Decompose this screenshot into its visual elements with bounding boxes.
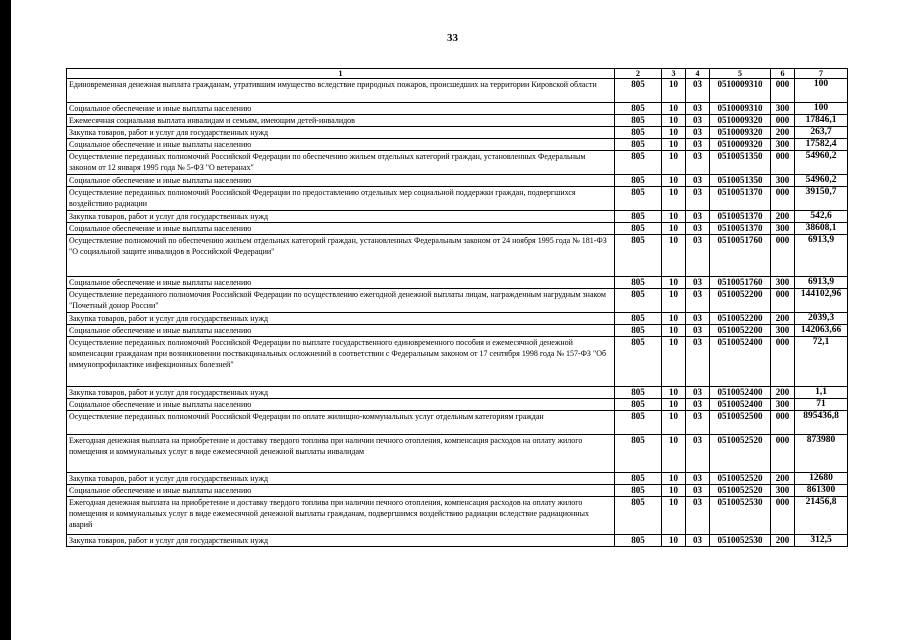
row-amount: 312,5: [795, 535, 848, 547]
row-name: Закупка товаров, работ и услуг для государственных нужд: [67, 535, 615, 547]
row-ministry-code: 805: [615, 103, 662, 115]
table-row: [67, 485, 848, 497]
table-row: [67, 399, 848, 411]
row-subsection: 03: [686, 325, 710, 337]
row-expense-type: 300: [771, 399, 795, 411]
row-section: 10: [662, 211, 686, 223]
row-amount: 6913,9: [795, 235, 848, 277]
row-name: Социальное обеспечение и иные выплаты населению: [67, 277, 615, 289]
row-subsection: 03: [686, 235, 710, 277]
table-row: [67, 211, 848, 223]
row-expense-type: 000: [771, 79, 795, 103]
row-amount: 100: [795, 103, 848, 115]
table-row: [67, 387, 848, 399]
row-expense-type: 000: [771, 435, 795, 473]
row-target-article: 0510052200: [710, 325, 771, 337]
table-row: [67, 103, 848, 115]
table-row: [67, 497, 848, 535]
row-name: Закупка товаров, работ и услуг для государственных нужд: [67, 473, 615, 485]
row-name: Социальное обеспечение и иные выплаты населению: [67, 103, 615, 115]
row-section: 10: [662, 325, 686, 337]
row-ministry-code: 805: [615, 211, 662, 223]
row-name: Ежегодная денежная выплата на приобретение и доставку твердого топлива при наличии печного отопления, компенсация расходов на оплату жилого помещения и коммунальных услуг в виде ежемесячной денежной выплаты инвалидам: [67, 435, 615, 473]
row-ministry-code: 805: [615, 325, 662, 337]
row-expense-type: 300: [771, 485, 795, 497]
row-expense-type: 000: [771, 151, 795, 175]
row-target-article: 0510052200: [710, 313, 771, 325]
row-ministry-code: 805: [615, 187, 662, 211]
row-ministry-code: 805: [615, 473, 662, 485]
row-subsection: 03: [686, 399, 710, 411]
row-name: Осуществление переданных полномочий Российской Федерации по выплате государственного единовременного пособия и ежемесячной денежной компенсации гражданам при возникновении поствакцинальных осложнений в соответствии с Федеральным законом от 17 сентября 1998 года № 157-ФЗ "Об иммунопрофилактике инфекционных болезней": [67, 337, 615, 387]
row-amount: 263,7: [795, 127, 848, 139]
row-target-article: 0510052400: [710, 337, 771, 387]
table-row: [67, 139, 848, 151]
budget-table: [66, 68, 848, 547]
row-target-article: 0510051350: [710, 175, 771, 187]
row-amount: 6913,9: [795, 277, 848, 289]
row-name: Закупка товаров, работ и услуг для государственных нужд: [67, 387, 615, 399]
column-header: 1: [67, 69, 615, 79]
row-section: 10: [662, 79, 686, 103]
row-subsection: 03: [686, 387, 710, 399]
row-amount: 54960,2: [795, 151, 848, 175]
row-ministry-code: 805: [615, 289, 662, 313]
row-section: 10: [662, 473, 686, 485]
row-ministry-code: 805: [615, 535, 662, 547]
row-ministry-code: 805: [615, 337, 662, 387]
row-target-article: 0510052530: [710, 535, 771, 547]
row-expense-type: 000: [771, 337, 795, 387]
row-amount: 54960,2: [795, 175, 848, 187]
row-subsection: 03: [686, 289, 710, 313]
row-section: 10: [662, 277, 686, 289]
row-target-article: 0510052520: [710, 485, 771, 497]
row-section: 10: [662, 497, 686, 535]
row-section: 10: [662, 485, 686, 497]
column-header: 5: [710, 69, 771, 79]
table-row: [67, 435, 848, 473]
row-expense-type: 200: [771, 211, 795, 223]
table-row: [67, 337, 848, 387]
row-section: 10: [662, 337, 686, 387]
table-row: [67, 289, 848, 313]
row-ministry-code: 805: [615, 139, 662, 151]
row-target-article: 0510051370: [710, 187, 771, 211]
row-section: 10: [662, 235, 686, 277]
row-amount: 38608,1: [795, 223, 848, 235]
row-subsection: 03: [686, 435, 710, 473]
table-row: [67, 187, 848, 211]
row-amount: 142063,66: [795, 325, 848, 337]
row-amount: 895436,8: [795, 411, 848, 435]
row-section: 10: [662, 411, 686, 435]
row-target-article: 0510009310: [710, 103, 771, 115]
row-expense-type: 000: [771, 187, 795, 211]
table-row: [67, 235, 848, 277]
row-target-article: 0510052520: [710, 435, 771, 473]
scan-edge-bar: [0, 0, 11, 640]
row-section: 10: [662, 139, 686, 151]
row-target-article: 0510052500: [710, 411, 771, 435]
row-subsection: 03: [686, 337, 710, 387]
row-target-article: 0510009310: [710, 79, 771, 103]
row-subsection: 03: [686, 535, 710, 547]
row-section: 10: [662, 187, 686, 211]
row-expense-type: 200: [771, 127, 795, 139]
row-target-article: 0510051350: [710, 151, 771, 175]
row-ministry-code: 805: [615, 399, 662, 411]
row-expense-type: 200: [771, 313, 795, 325]
row-name: Осуществление переданного полномочия Российской Федерации по осуществлению ежегодной денежной выплаты лицам, награжденным нагрудным знаком "Почетный донор России": [67, 289, 615, 313]
row-ministry-code: 805: [615, 223, 662, 235]
row-amount: 21456,8: [795, 497, 848, 535]
row-subsection: 03: [686, 473, 710, 485]
row-section: 10: [662, 435, 686, 473]
row-name: Закупка товаров, работ и услуг для государственных нужд: [67, 127, 615, 139]
row-name: Ежемесячная социальная выплата инвалидам и семьям, имеющим детей-инвалидов: [67, 115, 615, 127]
table-row: [67, 175, 848, 187]
row-section: 10: [662, 127, 686, 139]
row-section: 10: [662, 115, 686, 127]
column-header: 6: [771, 69, 795, 79]
row-target-article: 0510009320: [710, 127, 771, 139]
table-row: [67, 313, 848, 325]
row-section: 10: [662, 175, 686, 187]
row-amount: 873980: [795, 435, 848, 473]
column-header: 7: [795, 69, 848, 79]
row-subsection: 03: [686, 211, 710, 223]
row-section: 10: [662, 387, 686, 399]
row-subsection: 03: [686, 411, 710, 435]
table-row: [67, 79, 848, 103]
row-name: Осуществление переданных полномочий Российской Федерации по предоставлению отдельных мер социальной поддержки граждан, подвергшихся воздействию радиации: [67, 187, 615, 211]
row-expense-type: 000: [771, 289, 795, 313]
row-name: Осуществление переданных полномочий Российской Федерации по обеспечению жильем отдельных категорий граждан, установленных Федеральным законом от 12 января 1995 года № 5-ФЗ "О ветеранах": [67, 151, 615, 175]
row-amount: 100: [795, 79, 848, 103]
row-subsection: 03: [686, 127, 710, 139]
row-target-article: 0510051370: [710, 223, 771, 235]
row-ministry-code: 805: [615, 435, 662, 473]
row-subsection: 03: [686, 497, 710, 535]
row-subsection: 03: [686, 277, 710, 289]
row-ministry-code: 805: [615, 485, 662, 497]
row-ministry-code: 805: [615, 151, 662, 175]
row-name: Социальное обеспечение и иные выплаты населению: [67, 325, 615, 337]
row-section: 10: [662, 151, 686, 175]
column-header: 4: [686, 69, 710, 79]
table-row: [67, 127, 848, 139]
row-target-article: 0510051370: [710, 211, 771, 223]
row-name: Социальное обеспечение и иные выплаты населению: [67, 175, 615, 187]
row-amount: 72,1: [795, 337, 848, 387]
row-ministry-code: 805: [615, 411, 662, 435]
row-ministry-code: 805: [615, 79, 662, 103]
row-subsection: 03: [686, 79, 710, 103]
row-section: 10: [662, 223, 686, 235]
row-section: 10: [662, 313, 686, 325]
row-target-article: 0510052530: [710, 497, 771, 535]
row-expense-type: 300: [771, 103, 795, 115]
row-expense-type: 300: [771, 325, 795, 337]
row-name: Осуществление полномочий по обеспечению жильем отдельных категорий граждан, установленных Федеральным законом от 24 ноября 1995 года № 181-ФЗ "О социальной защите инвалидов в Российской Федерации": [67, 235, 615, 277]
row-ministry-code: 805: [615, 313, 662, 325]
row-expense-type: 300: [771, 223, 795, 235]
row-expense-type: 000: [771, 497, 795, 535]
row-target-article: 0510051760: [710, 277, 771, 289]
row-amount: 39150,7: [795, 187, 848, 211]
row-subsection: 03: [686, 139, 710, 151]
row-target-article: 0510009320: [710, 115, 771, 127]
row-section: 10: [662, 103, 686, 115]
row-amount: 144102,96: [795, 289, 848, 313]
row-section: 10: [662, 535, 686, 547]
row-expense-type: 200: [771, 473, 795, 485]
row-expense-type: 200: [771, 535, 795, 547]
row-target-article: 0510052200: [710, 289, 771, 313]
row-ministry-code: 805: [615, 277, 662, 289]
row-subsection: 03: [686, 175, 710, 187]
page-number: 33: [447, 32, 458, 44]
table-row: [67, 151, 848, 175]
row-expense-type: 000: [771, 411, 795, 435]
table-row: [67, 277, 848, 289]
row-expense-type: 300: [771, 139, 795, 151]
row-name: Закупка товаров, работ и услуг для государственных нужд: [67, 211, 615, 223]
row-name: Единовременная денежная выплата гражданам, утратившим имущество вследствие природных пожаров, происшедших на территории Кировской области: [67, 79, 615, 103]
row-subsection: 03: [686, 115, 710, 127]
row-expense-type: 000: [771, 115, 795, 127]
column-header: 3: [662, 69, 686, 79]
row-amount: 861300: [795, 485, 848, 497]
row-section: 10: [662, 289, 686, 313]
row-amount: 12680: [795, 473, 848, 485]
row-expense-type: 300: [771, 277, 795, 289]
table-row: [67, 325, 848, 337]
row-ministry-code: 805: [615, 115, 662, 127]
row-name: Социальное обеспечение и иные выплаты населению: [67, 139, 615, 151]
row-ministry-code: 805: [615, 497, 662, 535]
row-amount: 542,6: [795, 211, 848, 223]
header-row: [67, 69, 848, 79]
row-amount: 17846,1: [795, 115, 848, 127]
table-row: [67, 473, 848, 485]
row-amount: 17582,4: [795, 139, 848, 151]
row-ministry-code: 805: [615, 387, 662, 399]
row-ministry-code: 805: [615, 127, 662, 139]
table-row: [67, 223, 848, 235]
row-subsection: 03: [686, 313, 710, 325]
row-section: 10: [662, 399, 686, 411]
row-name: Социальное обеспечение и иные выплаты населению: [67, 223, 615, 235]
row-subsection: 03: [686, 223, 710, 235]
row-name: Социальное обеспечение и иные выплаты населению: [67, 399, 615, 411]
row-subsection: 03: [686, 187, 710, 211]
row-target-article: 0510052520: [710, 473, 771, 485]
table-row: [67, 411, 848, 435]
row-name: Социальное обеспечение и иные выплаты населению: [67, 485, 615, 497]
row-ministry-code: 805: [615, 175, 662, 187]
row-name: Закупка товаров, работ и услуг для государственных нужд: [67, 313, 615, 325]
row-target-article: 0510052400: [710, 387, 771, 399]
row-subsection: 03: [686, 103, 710, 115]
row-name: Ежегодная денежная выплата на приобретение и доставку твердого топлива при наличии печного отопления, компенсация расходов на оплату жилого помещения и коммунальных услуг в виде ежемесячной денежной выплаты гражданам, подвергшимся воздействию радиации вследствие радиационных аварий: [67, 497, 615, 535]
row-expense-type: 200: [771, 387, 795, 399]
row-target-article: 0510052400: [710, 399, 771, 411]
table-row: [67, 535, 848, 547]
row-amount: 2039,3: [795, 313, 848, 325]
row-subsection: 03: [686, 485, 710, 497]
row-name: Осуществление переданных полномочий Российской Федерации по оплате жилищно-коммунальных услуг отдельным категориям граждан: [67, 411, 615, 435]
row-amount: 1,1: [795, 387, 848, 399]
column-header: 2: [615, 69, 662, 79]
table-row: [67, 115, 848, 127]
row-subsection: 03: [686, 151, 710, 175]
row-expense-type: 300: [771, 175, 795, 187]
row-ministry-code: 805: [615, 235, 662, 277]
row-target-article: 0510009320: [710, 139, 771, 151]
row-target-article: 0510051760: [710, 235, 771, 277]
row-expense-type: 000: [771, 235, 795, 277]
row-amount: 71: [795, 399, 848, 411]
